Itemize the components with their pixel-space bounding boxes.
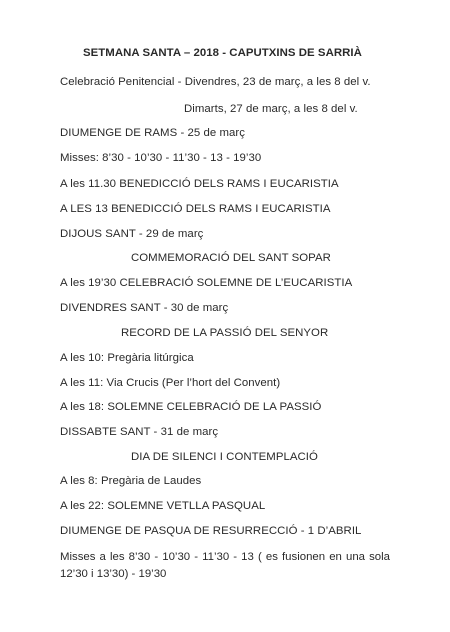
penitencial-line-2: Dimarts, 27 de març, a les 8 del v. [184, 103, 358, 115]
dijous-header: DIJOUS SANT - 29 de març [60, 228, 204, 240]
rams-1130: A les 11.30 BENEDICCIÓ DELS RAMS I EUCARISTIA [60, 178, 339, 190]
pasqua-misses: Misses a les 8’30 - 10’30 - 11’30 - 13 ( es fusionen en una sola 12’30 i 13’30) - 19’30 [60, 551, 390, 580]
dissabte-22: A les 22: SOLEMNE VETLLA PASQUAL [60, 500, 266, 512]
dissabte-header: DISSABTE SANT - 31 de març [60, 426, 219, 438]
penitencial-line-1: Celebració Penitencial - Divendres, 23 de març, a les 8 del v. [60, 76, 371, 88]
rams-header: DIUMENGE DE RAMS - 25 de març [60, 127, 246, 139]
dissabte-8: A les 8: Pregària de Laudes [60, 475, 202, 487]
document-title: SETMANA SANTA – 2018 - CAPUTXINS DE SARRIÀ [83, 47, 362, 59]
divendres-sub: RECORD DE LA PASSIÓ DEL SENYOR [121, 327, 329, 339]
dijous-1930: A les 19’30 CELEBRACIÓ SOLEMNE DE L’EUCARISTIA [60, 277, 353, 289]
rams-misses: Misses: 8’30 - 10’30 - 11’30 - 13 - 19’30 [60, 152, 262, 164]
divendres-header: DIVENDRES SANT - 30 de març [60, 302, 229, 314]
divendres-10: A les 10: Pregària litúrgica [60, 352, 194, 364]
divendres-11: A les 11: Via Crucis (Per l’hort del Convent) [60, 377, 281, 389]
dijous-sub: COMMEMORACIÓ DEL SANT SOPAR [131, 252, 331, 264]
rams-13: A LES 13 BENEDICCIÓ DELS RAMS I EUCARISTIA [60, 203, 331, 215]
dissabte-sub: DIA DE SILENCI I CONTEMPLACIÓ [131, 451, 318, 463]
pasqua-header: DIUMENGE DE PASQUA DE RESURRECCIÓ - 1 D’ABRIL [60, 525, 362, 537]
divendres-18: A les 18: SOLEMNE CELEBRACIÓ DE LA PASSIÓ [60, 401, 322, 413]
